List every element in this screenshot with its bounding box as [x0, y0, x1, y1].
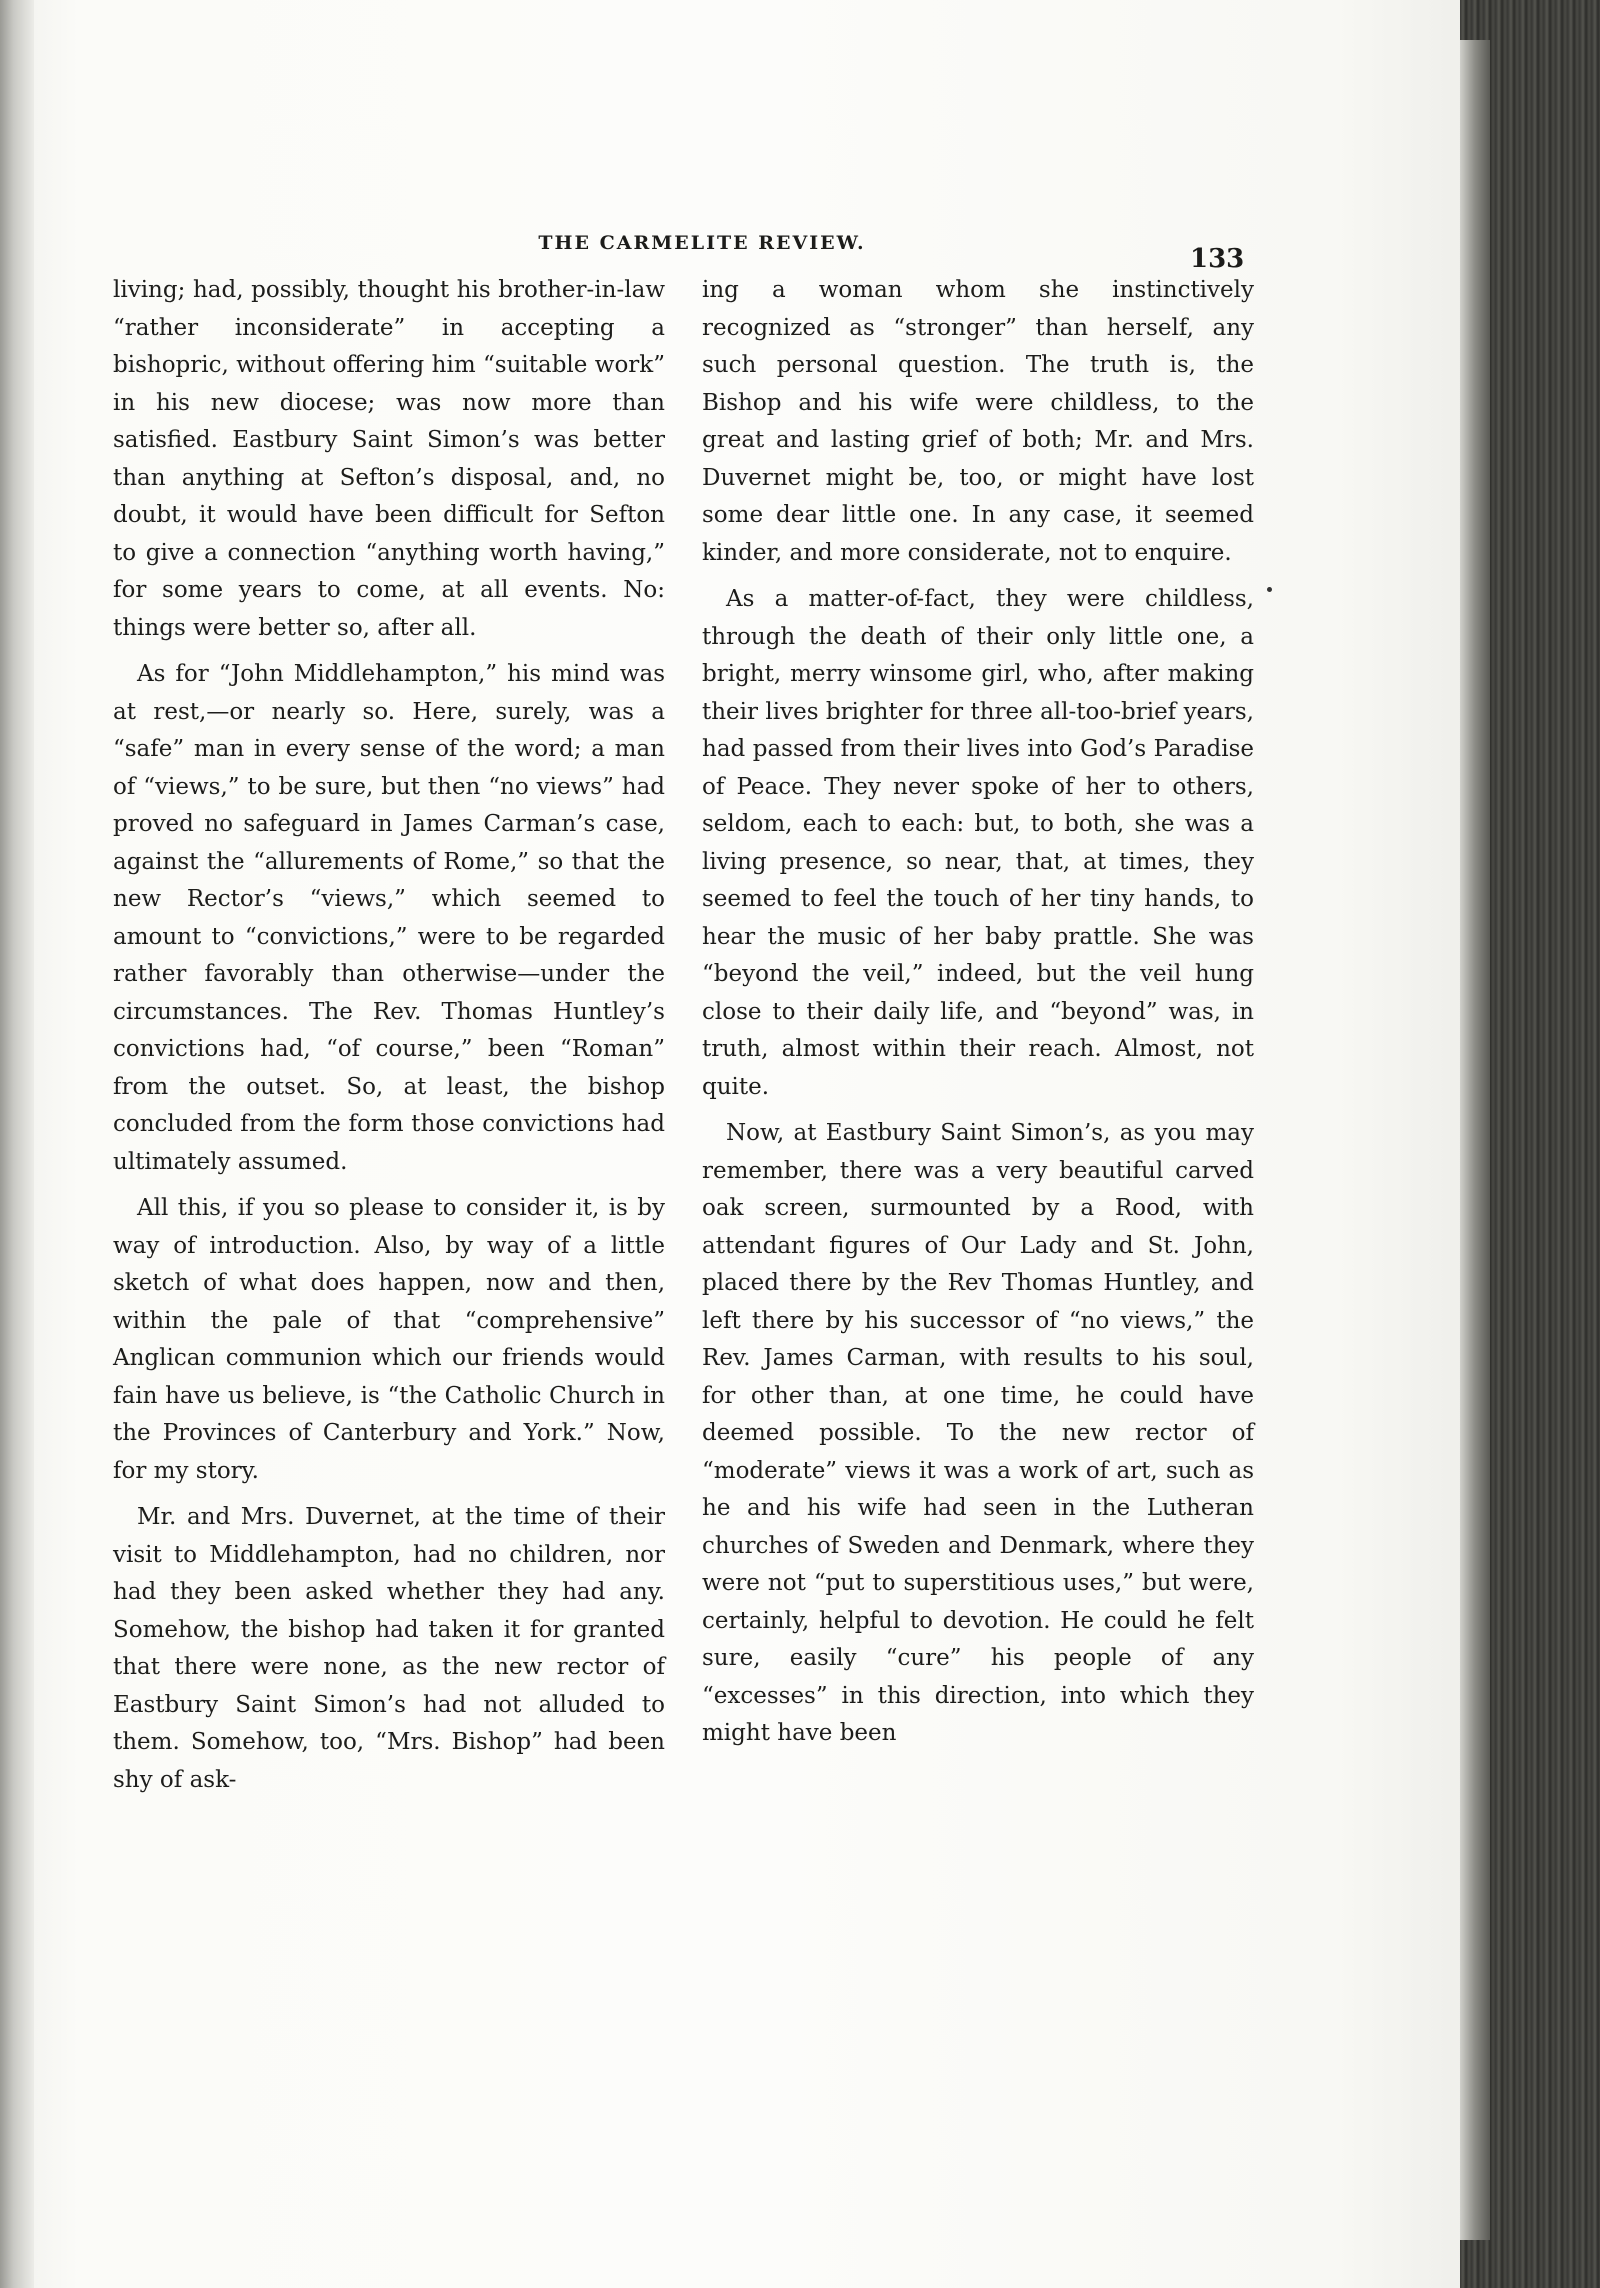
page-stack-edge: [1460, 40, 1490, 2240]
paragraph: Mr. and Mrs. Duvernet, at the time of their visit to Middlehampton, had no children, nor had they been asked whether they had any. Somehow, the bishop had taken it for granted that there were none, as the new rector of Eastbury Saint Simon’s had not alluded to them. Somehow, too, “Mrs. Bishop” had been shy of ask-: [113, 1504, 665, 1793]
paragraph: All this, if you so please to consider it, is by way of introduction. Also, by way of a little sketch of what does happen, now and then, within the pale of that “comprehensive” Anglican communion which our friends would fain have us believe, is “the Catholic Church in the Provinces of Canterbury and York.” Now, for my story.: [113, 1195, 665, 1484]
left-column: [113, 272, 665, 1808]
ink-speck: [1267, 587, 1272, 592]
paragraph: living; had, possibly, thought his brother-in-law “rather inconsiderate” in accepting a bishopric, without offering him “suitable work” in his new diocese; was now more than satisfied. Eastbury Saint Simon’s was better than anything at Sefton’s disposal, and, no doubt, it would have been difficult for Sefton to give a connection “anything worth having,” for some years to come, at all events. No: things were better so, after all.: [113, 277, 665, 641]
page-number: 133: [1190, 244, 1245, 274]
right-column: [702, 272, 1254, 1762]
running-header: THE CARMELITE REVIEW.: [538, 232, 866, 254]
paragraph: ing a woman whom she instinctively recognized as “stronger” than herself, any such personal question. The truth is, the Bishop and his wife were childless, to the great and lasting grief of both; Mr. and Mrs. Duvernet might be, too, or might have lost some dear little one. In any case, it seemed kinder, and more considerate, not to enquire.: [702, 277, 1254, 566]
paragraph: As a matter-of-fact, they were childless, through the death of their only little one, a bright, merry winsome girl, who, after making their lives brighter for three all-too-brief years, had passed from their lives into God’s Paradise of Peace. They never spoke of her to others, seldom, each to each: but, to both, she was a living presence, so near, that, at times, they seemed to feel the touch of her tiny hands, to hear the music of her baby prattle. She was “beyond the veil,” indeed, but the veil hung close to their daily life, and “beyond” was, in truth, almost within their reach. Almost, not quite.: [702, 586, 1254, 1100]
paragraph: Now, at Eastbury Saint Simon’s, as you may remember, there was a very beautiful carved oak screen, surmounted by a Rood, with attendant figures of Our Lady and St. John, placed there by the Rev Thomas Huntley, and left there by his successor of “no views,” the Rev. James Carman, with results to his soul, for other than, at one time, he could have deemed possible. To the new rector of “moderate” views it was a work of art, such as he and his wife had seen in the Lutheran churches of Sweden and Denmark, where they were not “put to superstitious uses,” but were, certainly, helpful to devotion. He could he felt sure, easily “cure” his people of any “excesses” in this direction, into which they might have been: [702, 1120, 1254, 1746]
left-page-binding: [0, 0, 34, 2288]
paragraph: As for “John Middlehampton,” his mind was at rest,—or nearly so. Here, surely, was a “safe” man in every sense of the word; a man of “views,” to be sure, but then “no views” had proved no safeguard in James Carman’s case, against the “allurements of Rome,” so that the new Rector’s “views,” which seemed to amount to “convictions,” were to be regarded rather favorably than otherwise—under the circumstances. The Rev. Thomas Huntley’s convictions had, “of course,” been “Roman” from the outset. So, at least, the bishop concluded from the form those convictions had ultimately assumed.: [113, 661, 665, 1175]
